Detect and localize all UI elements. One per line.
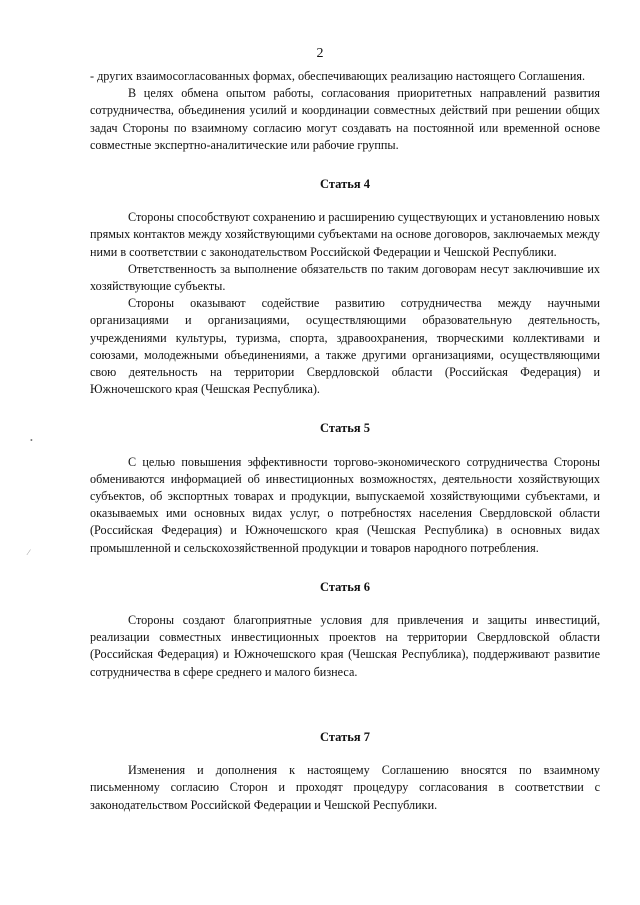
article-title: Статья 4 — [320, 177, 370, 192]
page-number: 2 — [316, 46, 324, 61]
scan-speck: • — [30, 436, 33, 445]
article-title: Статья 7 — [320, 729, 370, 744]
scan-speck: ⁄ — [28, 548, 30, 557]
article-title: Статья 6 — [320, 579, 370, 594]
paragraph: В целях обмена опытом работы, согласования приоритетных направлений развития сотрудничества, объединения усилий и координации совместных действий при решении общих задач Стороны по взаимному согласию могут создавать на постоянной или временной основе совместные экспертно-аналитические или рабочие группы. — [90, 86, 600, 152]
paragraph: С целью повышения эффективности торгово-экономического сотрудничества Стороны обмениваются информацией об инвестиционных возможностях, деятельности хозяйствующих субъектов, об экспортных товарах и продукции, выпускаемой хозяйствующими субъектами, и оказываемых ими основных видах услуг, о потребностях населения Свердловской области (Российская Федерация) и Южночешского края (Чешская Республика) в основных видах промышленной и сельскохозяйственной продукции и товаров народного потребления. — [90, 454, 600, 555]
article-title: Статья 5 — [320, 421, 370, 436]
paragraph: Ответственность за выполнение обязательств по таким договорам несут заключившие их хозяйствующие субъекты. — [90, 261, 600, 294]
paragraph: Стороны создают благоприятные условия для привлечения и защиты инвестиций, реализации совместных инвестиционных проектов на территории Свердловской области (Российская Федерация) и Южночешского края (Чешская Республика), поддерживают развитие сотрудничества в сфере среднего и малого бизнеса. — [90, 613, 600, 679]
paragraph: Стороны оказывают содействие развитию сотрудничества между научными организациями и организациями, осуществляющими образовательную деятельность, учреждениями культуры, туризма, спорта, здравоохранения, творческими коллективами и союзами, молодежными объединениями, а также другими организациями, осуществляющими свою деятельность на территории Свердловской области (Российская Федерация) и Южночешского края (Чешская Республика). — [90, 296, 600, 397]
paragraph: Изменения и дополнения к настоящему Соглашению вносятся по взаимному письменному согласию Сторон и проходят процедуру согласования в соответствии с законодательством Российской Федерации и Чешской Республики. — [90, 763, 600, 812]
paragraph: Стороны способствуют сохранению и расширению существующих и установлению новых прямых контактов между хозяйствующими субъектами на основе договоров, заключаемых между ними в соответствии с законодательством Российской Федерации и Чешской Республики. — [90, 210, 600, 259]
document-body — [90, 68, 600, 814]
paragraph: - других взаимосогласованных формах, обеспечивающих реализацию настоящего Соглашения. — [90, 69, 586, 83]
